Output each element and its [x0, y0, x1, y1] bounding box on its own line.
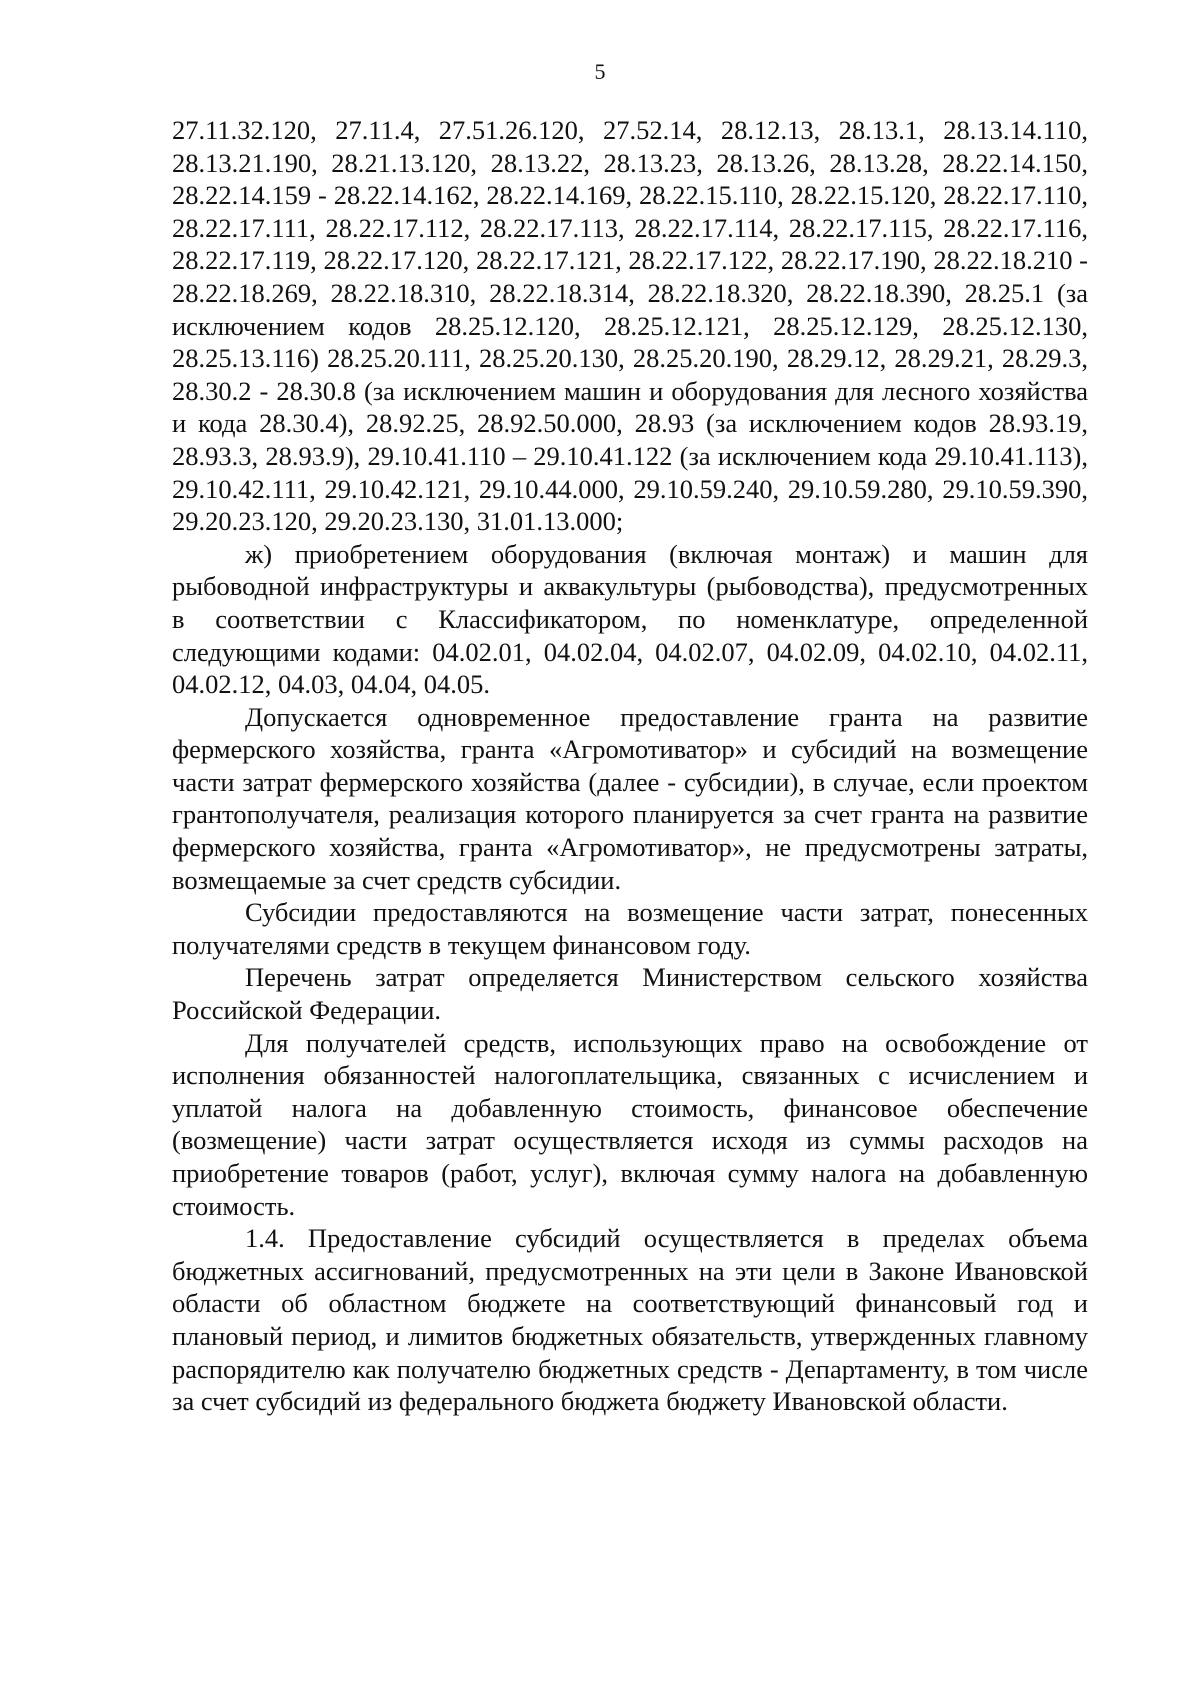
paragraph-vat-exempt: Для получателей средств, использующих право на освобождение от исполнения обязанностей налогоплательщика, связанных с исчислением и уплатой налога на добавленную стоимость, финансовое обеспечение (возмещение) части затрат осуществляется исходя из суммы расходов на приобретение товаров (работ, услуг), включая сумму налога на добавленную стоимость. [172, 1027, 1088, 1221]
page-number: 5 [594, 59, 606, 84]
paragraph-cost-list: Перечень затрат определяется Министерством сельского хозяйства Российской Федерации. [172, 962, 1088, 1026]
document-body [172, 114, 1088, 1418]
paragraph-subsidy-purpose: Субсидии предоставляются на возмещение части затрат, понесенных получателями средств в текущем финансовом году. [172, 897, 1088, 960]
okpd-codes-paragraph: 27.11.32.120, 27.11.4, 27.51.26.120, 27.52.14, 28.12.13, 28.13.1, 28.13.14.110, 28.13.21.190, 28.21.13.120, 28.13.22, 28.13.23, 28.13.26, 28.13.28, 28.22.14.150, 28.22.14.159 - 28.22.14.162, 28.22.14.169, 28.22.15.110, 28.22.15.120, 28.22.17.110, 28.22.17.111, 28.22.17.112, 28.22.17.113, 28.22.17.114, 28.22.17.115, 28.22.17.116, 28.22.17.119, 28.22.17.120, 28.22.17.121, 28.22.17.122, 28.22.17.190, 28.22.18.210 - 28.22.18.269, 28.22.18.310, 28.22.18.314, 28.22.18.320, 28.22.18.390, 28.25.1 (за исключением кодов 28.25.12.120, 28.25.12.121, 28.25.12.129, 28.25.12.130, 28.25.13.116) 28.25.20.111, 28.25.20.130, 28.25.20.190, 28.29.12, 28.29.21, 28.29.3, 28.30.2 - 28.30.8 (за исключением машин и оборудования для лесного хозяйства и кода 28.30.4), 28.92.25, 28.92.50.000, 28.93 (за исключением кодов 28.93.19, 28.93.3, 28.93.9), 29.10.41.110 – 29.10.41.122 (за исключением кода 29.10.41.113), 29.10.42.111, 29.10.42.121, 29.10.44.000, 29.10.59.240, 29.10.59.280, 29.10.59.390, 29.20.23.120, 29.20.23.130, 31.01.13.000; [172, 115, 1088, 537]
paragraph-grant-combination: Допускается одновременное предоставление гранта на развитие фермерского хозяйства, гранта «Агромотиватор» и субсидий на возмещение части затрат фермерского хозяйства (далее - субсидии), в случае, если проектом грантополучателя, реализация которого планируется за счет гранта на развитие фермерского хозяйства, гранта «Агромотиватор», не предусмотрены затраты, возмещаемые за счет средств субсидии. [172, 701, 1088, 895]
paragraph-zh-fish-equipment: ж) приобретением оборудования (включая монтаж) и машин для рыбоводной инфраструктуры и аквакультуры (рыбоводства), предусмотренных в соответствии с Классификатором, по номенклатуре, определенной следующими кодами: 04.02.01, 04.02.04, 04.02.07, 04.02.09, 04.02.10, 04.02.11, 04.02.12, 04.03, 04.04, 04.05. [172, 538, 1088, 700]
paragraph-section-1-4: 1.4. Предоставление субсидий осуществляется в пределах объема бюджетных ассигнований, предусмотренных на эти цели в Законе Ивановской области об областном бюджете на соответствующий финансовый год и плановый период, и лимитов бюджетных обязательств, утвержденных главному распорядителю как получателю бюджетных средств - Департаменту, в том числе за счет субсидий из федерального бюджета бюджету Ивановской области. [172, 1223, 1088, 1417]
